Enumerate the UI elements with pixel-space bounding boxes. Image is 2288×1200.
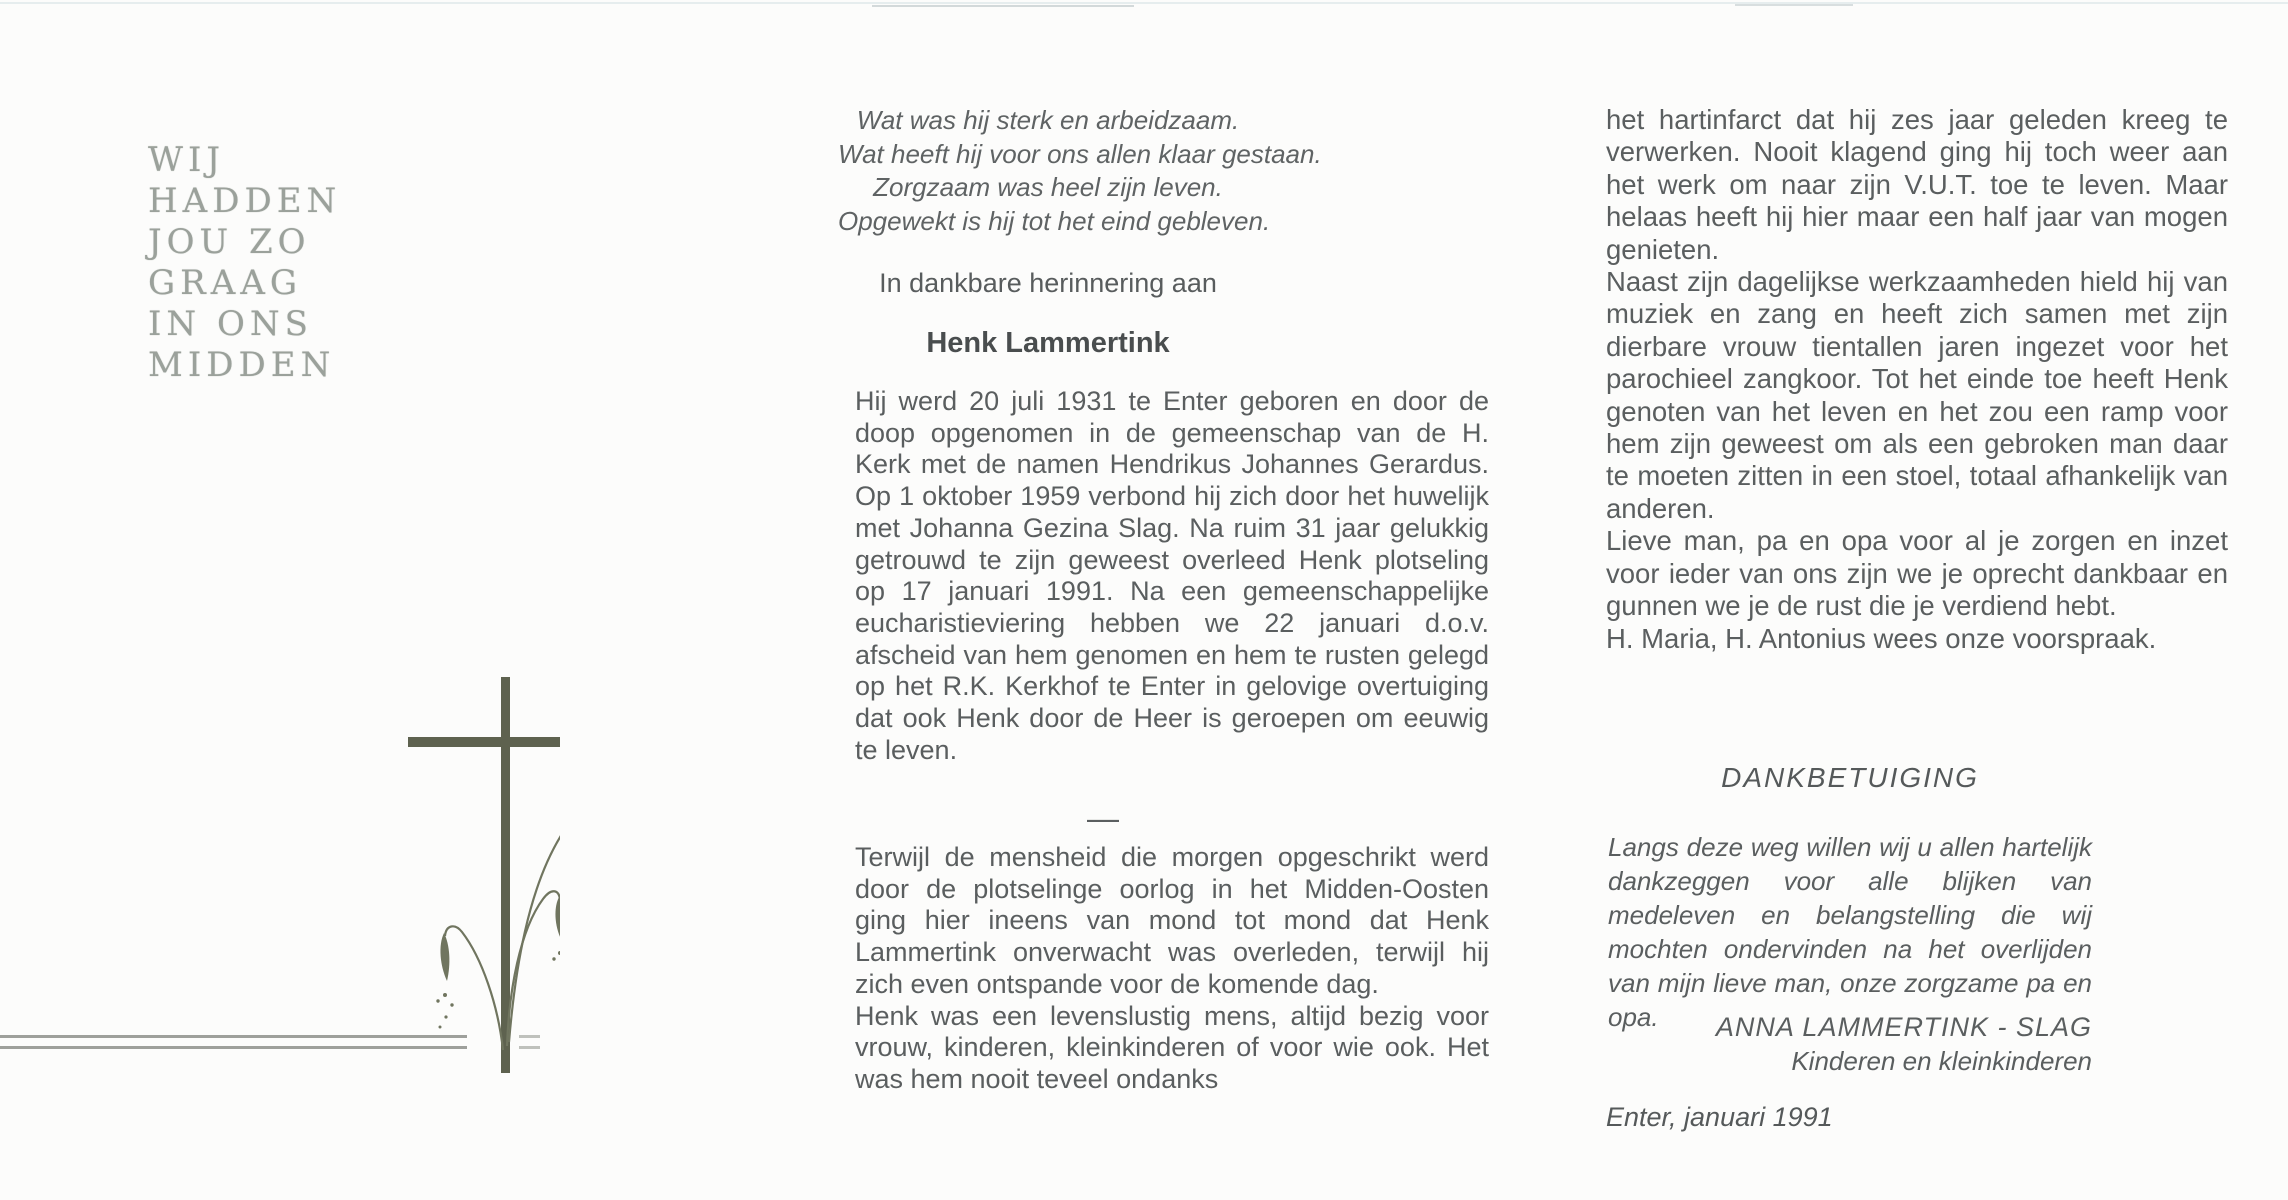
dedication-line: In dankbare herinnering aan [879,268,1217,298]
motto-line: GRAAG [148,263,303,303]
scan-artifact-line [1735,4,1853,6]
obituary-paragraph-3: Henk was een levenslustig mens, altijd bezig voor vrouw, kinderen, kleinkinderen of voor wie ook. Het was hem nooit teveel ondanks [855,1000,1489,1094]
continuation-paragraph-1: het hartinfarct dat hij zes jaar geleden kreeg te verwerken. Nooit klagend ging hij toch weer aan het werk om naar zijn V.U.T. toe te leven. Maar helaas heeft hij hier maar een half jaar van mogen genieten. [1606,104,2228,265]
motto-line: WIJ [148,140,226,180]
signature-name: ANNA LAMMERTINK - SLAG [1715,1012,2092,1042]
double-rule [519,1035,540,1038]
obituary-paragraph-2: Terwijl de mensheid die morgen opgeschrikt werd door de plotselinge oorlog in het Midden-Oosten ging hier ineens van mond tot mond dat Henk Lammertink onverwacht was overleden, terwijl hij zich even ontspande voor de komende dag. [855,842,1489,999]
wheat-icon [436,818,560,1050]
acknowledgement-title: DANKBETUIGING [1721,762,1979,793]
paragraph-text: Hij werd 20 juli 1931 te Enter geboren en door de doop opgenomen in de gemeenschap van de H. Kerk met de namen Hendrikus Johannes Gerardus. Op 1 oktober 1959 verbond hij zich door het huwelijk met Johanna Gezina Slag. Na ruim 31 jaar gelukkig getrouwd te zijn geweest overleed Henk plotseling op 17 januari 1991. Na een gemeenschappelijke eucharistieviering hebben we 22 januari d.o.v. afscheid van hem genomen en hem te rusten gelegd op het R.K. Kerkhof te Enter in gelovige overtuiging dat ook Henk door de Heer is geroepen om eeuwig te leven. [855,386,1489,765]
poem-line: Wat was hij sterk en arbeidzaam. [856,105,1240,135]
motto-line: IN ONS [148,304,313,344]
motto-line: JOU ZO [148,222,311,262]
double-rule [0,1046,467,1049]
cross-icon [408,677,560,1073]
motto-line: MIDDEN [148,345,336,385]
poem-line: Wat heeft hij voor ons allen klaar gestaan. [838,138,1322,169]
signature-block [1608,1010,2092,1078]
double-rule [519,1046,540,1049]
closing-dateline: Enter, januari 1991 [1606,1102,1833,1132]
paragraph-text: Langs deze weg willen wij u allen hartelijk dankzeggen voor alle blijken van medeleven en belangstelling die wij mochten ondervinden na het overlijden van mijn lieve man, onze zorgzame pa en opa. [1608,832,2092,1032]
deceased-name: Henk Lammertink [926,327,1170,359]
double-rule [0,1035,467,1038]
continuation-paragraph-3: Lieve man, pa en opa voor al je zorgen en inzet voor ieder van ons zijn we je oprecht dankbaar en gunnen we je de rust die je verdiend hebt. [1606,525,2228,622]
scan-artifact-line [872,5,1134,7]
poem-line: Zorgzaam was heel zijn leven. [873,172,1223,202]
motto-line: HADDEN [148,181,342,221]
continuation-text [1606,104,2228,655]
obituary-paragraph-1 [855,386,1489,766]
cross-and-wheat-illustration [0,0,560,1200]
signature-subline: Kinderen en kleinkinderen [1791,1046,2092,1076]
acknowledgement-paragraph [1608,830,2092,1034]
section-divider: — [1087,800,1119,836]
obituary-paragraphs-continued [855,842,1489,1096]
continuation-paragraph-4: H. Maria, H. Antonius wees onze voorspraak. [1606,622,2157,654]
poem [838,104,1322,238]
continuation-paragraph-2: Naast zijn dagelijkse werkzaamheden hield hij van muziek en zang en heeft zich samen met zijn dierbare vrouw tientallen jaren ingezet voor het parochieel zangkoor. Tot het einde toe heeft Henk genoten van het leven en het zou een ramp voor hem zijn geweest om als een gebroken man daar te moeten zitten in een stoel, totaal afhankelijk van anderen. [1606,266,2228,524]
poem-line: Opgewekt is hij tot het eind gebleven. [838,205,1271,236]
